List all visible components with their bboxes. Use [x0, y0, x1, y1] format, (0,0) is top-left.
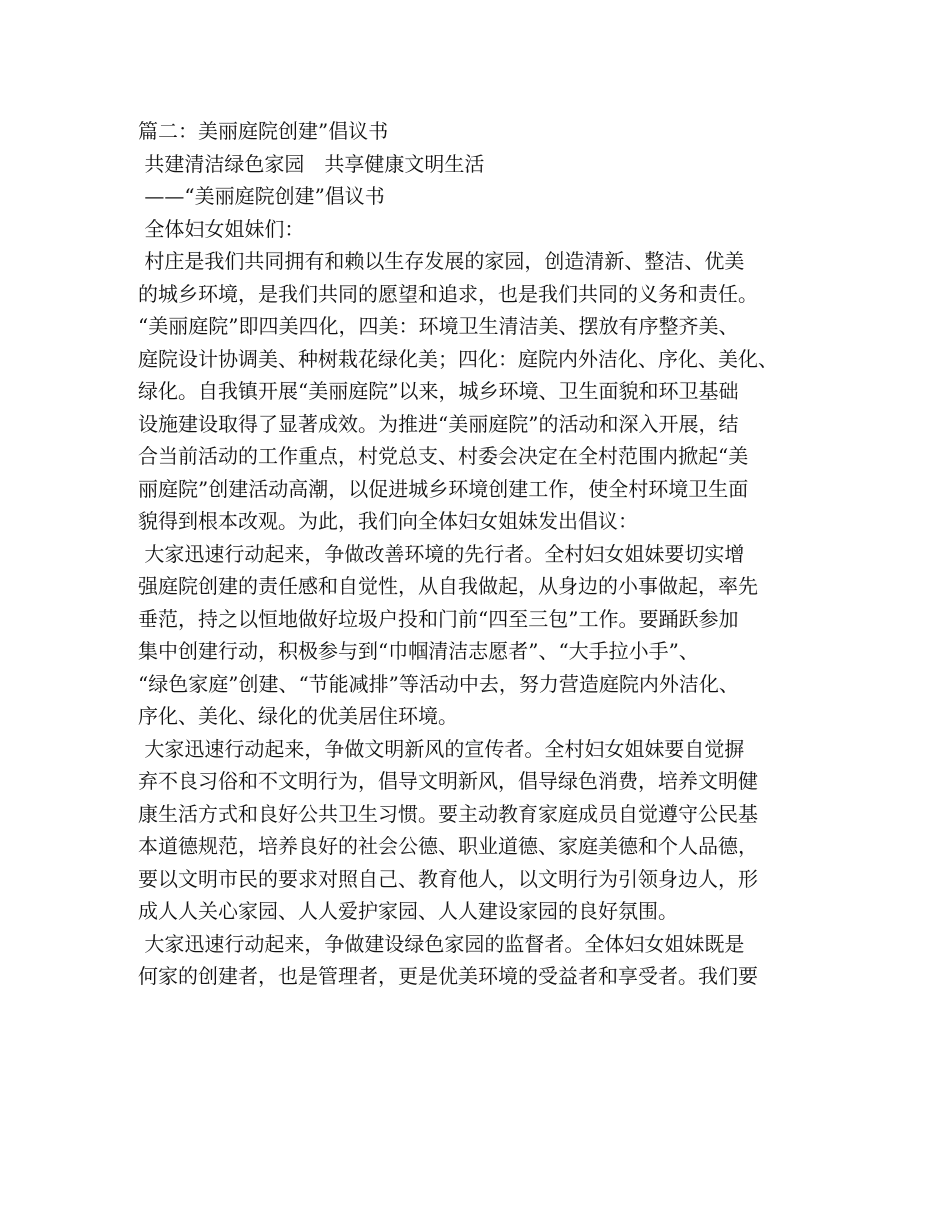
text-line: 庭院设计协调美、种树栽花绿化美；四化：庭院内外洁化、序化、美化、: [138, 346, 778, 371]
text-line: 康生活方式和良好公共卫生习惯。要主动教育家庭成员自觉遵守公民基: [138, 801, 758, 826]
text-line: 强庭院创建的责任感和自觉性，从自我做起，从身边的小事做起，率先: [138, 574, 758, 598]
document-subheading: ——“美丽庭院创建”倡议书: [138, 184, 385, 208]
text-line: 貌得到根本改观。为此，我们向全体妇女姐妹发出倡议：: [138, 509, 638, 533]
salutation: 全体妇女姐妹们：: [138, 216, 305, 241]
text-line: “美丽庭院”即四美四化，四美：环境卫生清洁美、摆放有序整齐美、: [138, 314, 739, 338]
text-line: 丽庭院”创建活动高潮，以促进城乡环境创建工作，使全村环境卫生面: [138, 476, 749, 501]
text-line: 大家迅速行动起来，争做改善环境的先行者。全村妇女姐妹要切实增: [138, 541, 745, 566]
document-title: 篇二：美丽庭院创建”倡议书: [138, 119, 389, 143]
text-line: 绿化。自我镇开展“美丽庭院”以来，城乡环境、卫生面貌和环卫基础: [138, 379, 739, 403]
text-line: 合当前活动的工作重点，村党总支、村委会决定在全村范围内掀起“美: [138, 444, 749, 468]
text-line: 本道德规范，培养良好的社会公德、职业道德、家庭美德和个人品德，: [138, 834, 758, 858]
text-line: 大家迅速行动起来，争做文明新风的宣传者。全村妇女姐妹要自觉摒: [138, 736, 745, 761]
document-page: [138, 115, 828, 993]
text-line: 大家迅速行动起来，争做建设绿色家园的监督者。全体妇女姐妹既是: [138, 931, 745, 956]
text-line: 集中创建行动，积极参与到“巾帼清洁志愿者”、“大手拉小手”、: [138, 639, 699, 663]
text-line: 要以文明市民的要求对照自己、教育他人，以文明行为引领身边人，形: [138, 866, 758, 891]
text-line: 村庄是我们共同拥有和赖以生存发展的家园，创造清新、整洁、优美: [138, 249, 745, 273]
text-line: 设施建设取得了显著成效。为推进“美丽庭院”的活动和深入开展，结: [138, 411, 739, 436]
text-line: 垂范，持之以恒地做好垃圾户投和门前“四至三包”工作。要踊跃参加: [138, 606, 739, 631]
document-subtitle: 共建清洁绿色家园 共享健康文明生活: [138, 151, 485, 176]
text-line: “绿色家庭”创建、“节能减排”等活动中去，努力营造庭院内外洁化、: [138, 671, 739, 696]
text-line: 何家的创建者，也是管理者，更是优美环境的受益者和享受者。我们要: [138, 964, 758, 988]
text-line: 序化、美化、绿化的优美居住环境。: [138, 704, 458, 728]
text-line: 成人人关心家园、人人爱护家园、人人建设家园的良好氛围。: [138, 899, 678, 923]
text-line: 的城乡环境，是我们共同的愿望和追求，也是我们共同的义务和责任。: [138, 281, 758, 306]
text-line: 弃不良习俗和不文明行为，倡导文明新风，倡导绿色消费，培养文明健: [138, 769, 758, 793]
